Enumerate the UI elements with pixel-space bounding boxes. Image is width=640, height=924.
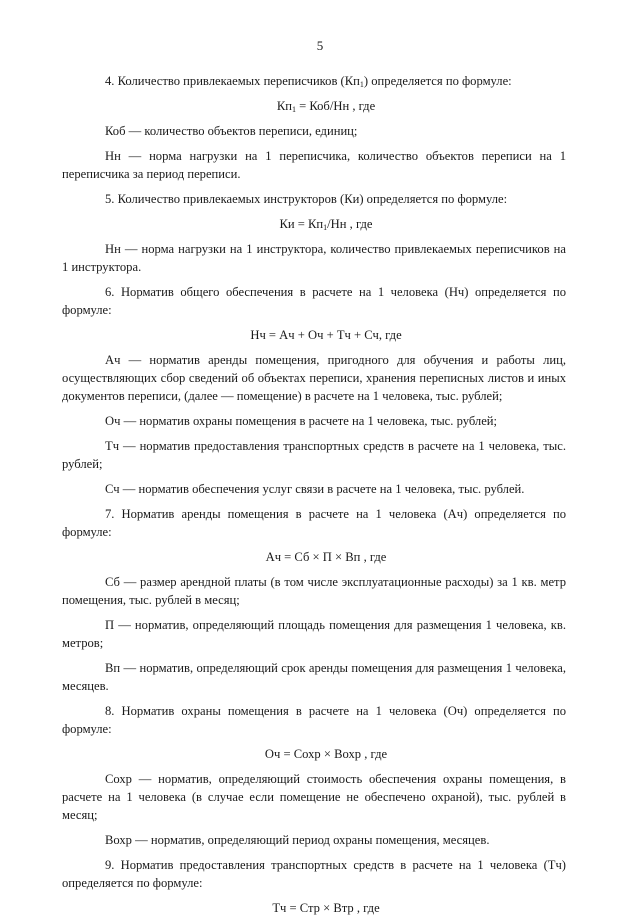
definition-och: Оч — норматив охраны помещения в расчете на 1 человека, тыс. рублей; <box>105 414 498 428</box>
definition-nn-perepischik: Нн — норма нагрузки на 1 переписчика, количество объектов переписи на 1 переписчика за период переписи. <box>62 149 566 181</box>
formula-tch: Тч = Стр × Втр , где <box>272 901 380 915</box>
paragraph-9: 9. Норматив предоставления транспортных средств в расчете на 1 человека (Тч) определяется по формуле: <box>62 858 566 890</box>
paragraph-text: 4. Количество привлекаемых переписчиков (Кп <box>105 74 360 88</box>
subscript: 1 <box>291 105 296 114</box>
document-body <box>62 72 566 924</box>
subscript: 1 <box>359 80 364 89</box>
definition-p: П — норматив, определяющий площадь помещения для размещения 1 человека, кв. метров; <box>62 618 566 650</box>
formula-text-tail: /Нн , где <box>327 217 373 231</box>
paragraph-8: 8. Норматив охраны помещения в расчете на 1 человека (Оч) определяется по формуле: <box>62 704 566 736</box>
formula-nch: Нч = Ач + Оч + Тч + Сч, где <box>250 328 402 342</box>
paragraph-7: 7. Норматив аренды помещения в расчете на 1 человека (Ач) определяется по формуле: <box>62 507 566 539</box>
formula-ki <box>62 215 566 233</box>
subscript: 1 <box>323 223 328 232</box>
paragraph-5: 5. Количество привлекаемых инструкторов (Ки) определяется по формуле: <box>105 192 508 206</box>
paragraph-text-tail: ) определяется по формуле: <box>363 74 512 88</box>
formula-ach: Ач = Сб × П × Вп , где <box>265 550 387 564</box>
paragraph-4 <box>62 72 566 90</box>
definition-tch: Тч — норматив предоставления транспортных средств в расчете на 1 человека, тыс. рублей; <box>62 439 566 471</box>
page-number: 5 <box>316 38 324 53</box>
definition-sokhr: Сохр — норматив, определяющий стоимость обеспечения охраны помещения, в расчете на 1 человека (в случае если помещение не обеспечено охраной), тыс. рублей в месяц; <box>62 772 566 822</box>
definition-sb: Сб — размер арендной платы (в том числе эксплуатационные расходы) за 1 кв. метр помещения, тыс. рублей в месяц; <box>62 575 566 607</box>
definition-vp: Вп — норматив, определяющий срок аренды помещения для размещения 1 человека, месяцев. <box>62 661 566 693</box>
definition-ach: Ач — норматив аренды помещения, пригодного для обучения и работы лиц, осуществляющих сбор сведений об объектах переписи, хранения переписных листов и иных документов переписи, (далее — помещение) в расчете на 1 человека, тыс. рублей; <box>62 353 566 403</box>
definition-nn-instruktor: Нн — норма нагрузки на 1 инструктора, количество привлекаемых переписчиков на 1 инструктора. <box>62 242 566 274</box>
formula-och: Оч = Сохр × Вохр , где <box>264 747 388 761</box>
definition-sch: Сч — норматив обеспечения услуг связи в расчете на 1 человека, тыс. рублей. <box>105 482 525 496</box>
formula-text: Ки = Кп <box>279 217 324 231</box>
definition-vokhr: Вохр — норматив, определяющий период охраны помещения, месяцев. <box>105 833 490 847</box>
formula-kp: $Кп_1 = Коб/Нн$ , где <box>276 99 376 114</box>
paragraph-6: 6. Норматив общего обеспечения в расчете на 1 человека (Нч) определяется по формуле: <box>62 285 566 317</box>
definition-kob: Коб — количество объектов переписи, единиц; <box>105 124 358 138</box>
